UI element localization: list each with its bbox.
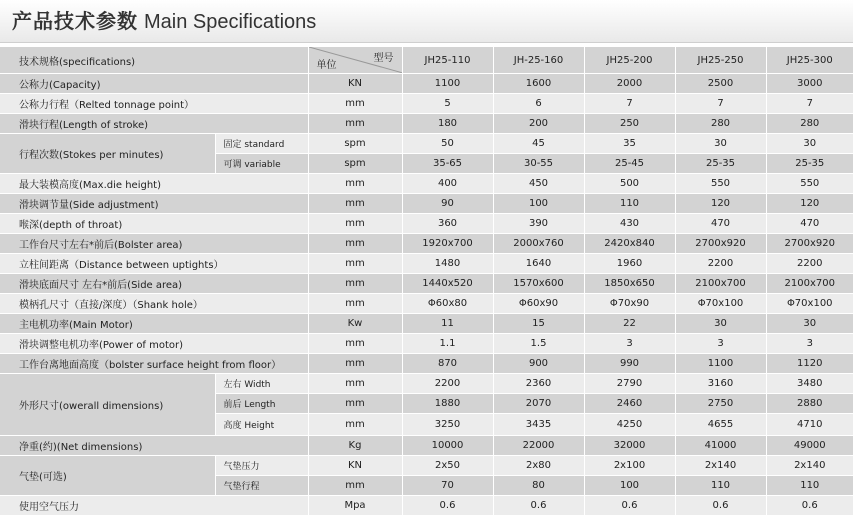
spec-value: 30-55: [493, 154, 584, 174]
spec-unit: spm: [308, 154, 402, 174]
spec-label: 滑块调节量(Side adjustment): [0, 194, 308, 214]
table-body: [0, 47, 853, 516]
spec-unit: mm: [308, 294, 402, 314]
spec-value: 1600: [493, 74, 584, 94]
spec-value: 2000x760: [493, 234, 584, 254]
spec-value: 0.6: [402, 496, 493, 516]
header-model-label: 型号: [373, 53, 394, 64]
spec-value: 3435: [493, 414, 584, 436]
spec-value: 2070: [493, 394, 584, 414]
spec-sublabel: 高度 Height: [215, 414, 308, 436]
spec-value: 2x140: [766, 456, 853, 476]
spec-sublabel: 气垫行程: [215, 476, 308, 496]
spec-label: 工作台离地面高度（bolster surface height from floor）: [0, 354, 308, 374]
spec-value: 2000: [584, 74, 675, 94]
table-row: [0, 114, 853, 134]
spec-label: 公称力(Capacity): [0, 74, 308, 94]
spec-value: 2750: [675, 394, 766, 414]
table-row: [0, 254, 853, 274]
spec-value: 22000: [493, 436, 584, 456]
spec-value: Φ70x100: [766, 294, 853, 314]
spec-value: 120: [675, 194, 766, 214]
spec-sublabel: 可调 variable: [215, 154, 308, 174]
spec-value: 30: [675, 314, 766, 334]
spec-unit: spm: [308, 134, 402, 154]
header-model-1: JH25-110: [402, 47, 493, 74]
spec-label: 滑块调整电机功率(Power of motor): [0, 334, 308, 354]
title-en: Main Specifications: [144, 11, 317, 33]
spec-unit: mm: [308, 254, 402, 274]
table-row: [0, 94, 853, 114]
spec-value: 1.1: [402, 334, 493, 354]
spec-unit: mm: [308, 114, 402, 134]
table-row: [0, 354, 853, 374]
spec-value: 35-65: [402, 154, 493, 174]
spec-unit: mm: [308, 234, 402, 254]
table-row: [0, 436, 853, 456]
spec-unit: mm: [308, 274, 402, 294]
spec-value: 250: [584, 114, 675, 134]
spec-value: 2100x700: [675, 274, 766, 294]
spec-value: 870: [402, 354, 493, 374]
spec-value: 50: [402, 134, 493, 154]
spec-value: 2420x840: [584, 234, 675, 254]
spec-label: 公称力行程（Relted tonnage point）: [0, 94, 308, 114]
spec-value: 25-45: [584, 154, 675, 174]
spec-label: 最大装模高度(Max.die height): [0, 174, 308, 194]
spec-value: 2790: [584, 374, 675, 394]
spec-unit: Kw: [308, 314, 402, 334]
spec-value: 2460: [584, 394, 675, 414]
spec-value: 2x80: [493, 456, 584, 476]
spec-unit: Mpa: [308, 496, 402, 516]
spec-value: 3480: [766, 374, 853, 394]
header-model-2: JH-25-160: [493, 47, 584, 74]
table-row: [0, 194, 853, 214]
spec-value: 30: [766, 314, 853, 334]
spec-unit: mm: [308, 94, 402, 114]
header-spec-label: 技术规格(specifications): [0, 47, 308, 74]
spec-value: 0.6: [766, 496, 853, 516]
header-model-unit-cell: [308, 47, 402, 74]
spec-value: 550: [675, 174, 766, 194]
spec-value: 49000: [766, 436, 853, 456]
spec-value: 110: [766, 476, 853, 496]
spec-unit: mm: [308, 174, 402, 194]
spec-value: 3160: [675, 374, 766, 394]
title-zh: 产品技术参数: [12, 9, 138, 33]
spec-value: 41000: [675, 436, 766, 456]
spec-value: 2x100: [584, 456, 675, 476]
spec-value: 6: [493, 94, 584, 114]
spec-label: 模柄孔尺寸（直接/深度）（Shank hole）: [0, 294, 308, 314]
spec-unit: mm: [308, 394, 402, 414]
spec-value: 110: [584, 194, 675, 214]
spec-value: 120: [766, 194, 853, 214]
spec-value: 2360: [493, 374, 584, 394]
spec-value: 1440x520: [402, 274, 493, 294]
spec-value: 500: [584, 174, 675, 194]
spec-value: Φ60x90: [493, 294, 584, 314]
spec-value: 550: [766, 174, 853, 194]
spec-value: 3250: [402, 414, 493, 436]
spec-value: 470: [766, 214, 853, 234]
spec-value: 470: [675, 214, 766, 234]
spec-value: 0.6: [493, 496, 584, 516]
spec-value: 15: [493, 314, 584, 334]
header-model-4: JH25-250: [675, 47, 766, 74]
spec-value: 0.6: [675, 496, 766, 516]
spec-value: 2700x920: [675, 234, 766, 254]
spec-value: 390: [493, 214, 584, 234]
table-row: [0, 314, 853, 334]
spec-value: 70: [402, 476, 493, 496]
spec-value: 1850x650: [584, 274, 675, 294]
page-title: [12, 5, 316, 34]
spec-value: 360: [402, 214, 493, 234]
spec-unit: Kg: [308, 436, 402, 456]
spec-label: 滑块底面尺寸 左右*前后(Side area): [0, 274, 308, 294]
spec-value: 1920x700: [402, 234, 493, 254]
spec-value: 25-35: [766, 154, 853, 174]
spec-value: 7: [584, 94, 675, 114]
spec-unit: KN: [308, 74, 402, 94]
spec-unit: mm: [308, 414, 402, 436]
specifications-table: [0, 47, 853, 516]
spec-value: 7: [675, 94, 766, 114]
spec-value: 100: [493, 194, 584, 214]
spec-value: 900: [493, 354, 584, 374]
spec-value: 1640: [493, 254, 584, 274]
spec-label: 净重(约)(Net dimensions): [0, 436, 308, 456]
spec-value: 90: [402, 194, 493, 214]
spec-value: 2700x920: [766, 234, 853, 254]
spec-value: 1120: [766, 354, 853, 374]
spec-value: 2200: [766, 254, 853, 274]
spec-label: 立柱间距离（Distance between uptights）: [0, 254, 308, 274]
spec-value: 3: [675, 334, 766, 354]
spec-value: Φ70x100: [675, 294, 766, 314]
table-row: [0, 334, 853, 354]
spec-value: 11: [402, 314, 493, 334]
spec-sublabel: 气垫压力: [215, 456, 308, 476]
spec-unit: KN: [308, 456, 402, 476]
spec-unit: mm: [308, 334, 402, 354]
spec-value: 2200: [675, 254, 766, 274]
spec-value: 1570x600: [493, 274, 584, 294]
spec-value: 22: [584, 314, 675, 334]
spec-value: 1100: [402, 74, 493, 94]
table-row: [0, 456, 853, 476]
spec-value: 25-35: [675, 154, 766, 174]
spec-sublabel: 固定 standard: [215, 134, 308, 154]
spec-label: 外形尺寸(owerall dimensions): [0, 374, 215, 436]
header-row: [0, 47, 853, 74]
spec-value: 3000: [766, 74, 853, 94]
spec-value: 2200: [402, 374, 493, 394]
spec-sublabel: 左右 Width: [215, 374, 308, 394]
spec-value: 110: [675, 476, 766, 496]
spec-value: 430: [584, 214, 675, 234]
spec-value: 1.5: [493, 334, 584, 354]
table-row: [0, 274, 853, 294]
spec-unit: mm: [308, 354, 402, 374]
spec-value: Φ70x90: [584, 294, 675, 314]
spec-value: 2x50: [402, 456, 493, 476]
header-unit-label: 单位: [316, 60, 337, 71]
spec-sublabel: 前后 Length: [215, 394, 308, 414]
spec-value: 400: [402, 174, 493, 194]
spec-value: 32000: [584, 436, 675, 456]
spec-value: 2100x700: [766, 274, 853, 294]
spec-label: 主电机功率(Main Motor): [0, 314, 308, 334]
spec-value: 200: [493, 114, 584, 134]
table-row: [0, 134, 853, 154]
spec-label: 工作台尺寸左右*前后(Bolster area): [0, 234, 308, 254]
spec-label: 滑块行程(Length of stroke): [0, 114, 308, 134]
spec-value: 1480: [402, 254, 493, 274]
spec-value: 5: [402, 94, 493, 114]
title-bar: [0, 0, 853, 43]
spec-value: 80: [493, 476, 584, 496]
spec-value: 2x140: [675, 456, 766, 476]
spec-value: Φ60x80: [402, 294, 493, 314]
spec-unit: mm: [308, 476, 402, 496]
table-row: [0, 214, 853, 234]
table-row: [0, 74, 853, 94]
spec-value: 4655: [675, 414, 766, 436]
table-row: [0, 294, 853, 314]
spec-label: 气垫(可选): [0, 456, 215, 496]
spec-value: 1100: [675, 354, 766, 374]
spec-value: 450: [493, 174, 584, 194]
spec-value: 990: [584, 354, 675, 374]
spec-value: 10000: [402, 436, 493, 456]
spec-label: 行程次数(Stokes per minutes): [0, 134, 215, 174]
table-row: [0, 234, 853, 254]
spec-label: 喉深(depth of throat): [0, 214, 308, 234]
spec-value: 3: [766, 334, 853, 354]
spec-value: 4250: [584, 414, 675, 436]
spec-value: 100: [584, 476, 675, 496]
spec-unit: mm: [308, 214, 402, 234]
spec-value: 30: [675, 134, 766, 154]
spec-value: 180: [402, 114, 493, 134]
table-row: [0, 374, 853, 394]
header-model-3: JH25-200: [584, 47, 675, 74]
spec-value: 0.6: [584, 496, 675, 516]
header-model-5: JH25-300: [766, 47, 853, 74]
table-row: [0, 174, 853, 194]
spec-value: 35: [584, 134, 675, 154]
table-row: [0, 496, 853, 516]
spec-unit: mm: [308, 194, 402, 214]
spec-value: 1960: [584, 254, 675, 274]
spec-value: 2500: [675, 74, 766, 94]
spec-value: 4710: [766, 414, 853, 436]
spec-value: 280: [675, 114, 766, 134]
spec-value: 30: [766, 134, 853, 154]
spec-value: 2880: [766, 394, 853, 414]
spec-value: 7: [766, 94, 853, 114]
spec-value: 3: [584, 334, 675, 354]
spec-value: 280: [766, 114, 853, 134]
spec-label: 使用空气压力: [0, 496, 308, 516]
spec-value: 1880: [402, 394, 493, 414]
spec-unit: mm: [308, 374, 402, 394]
spec-value: 45: [493, 134, 584, 154]
